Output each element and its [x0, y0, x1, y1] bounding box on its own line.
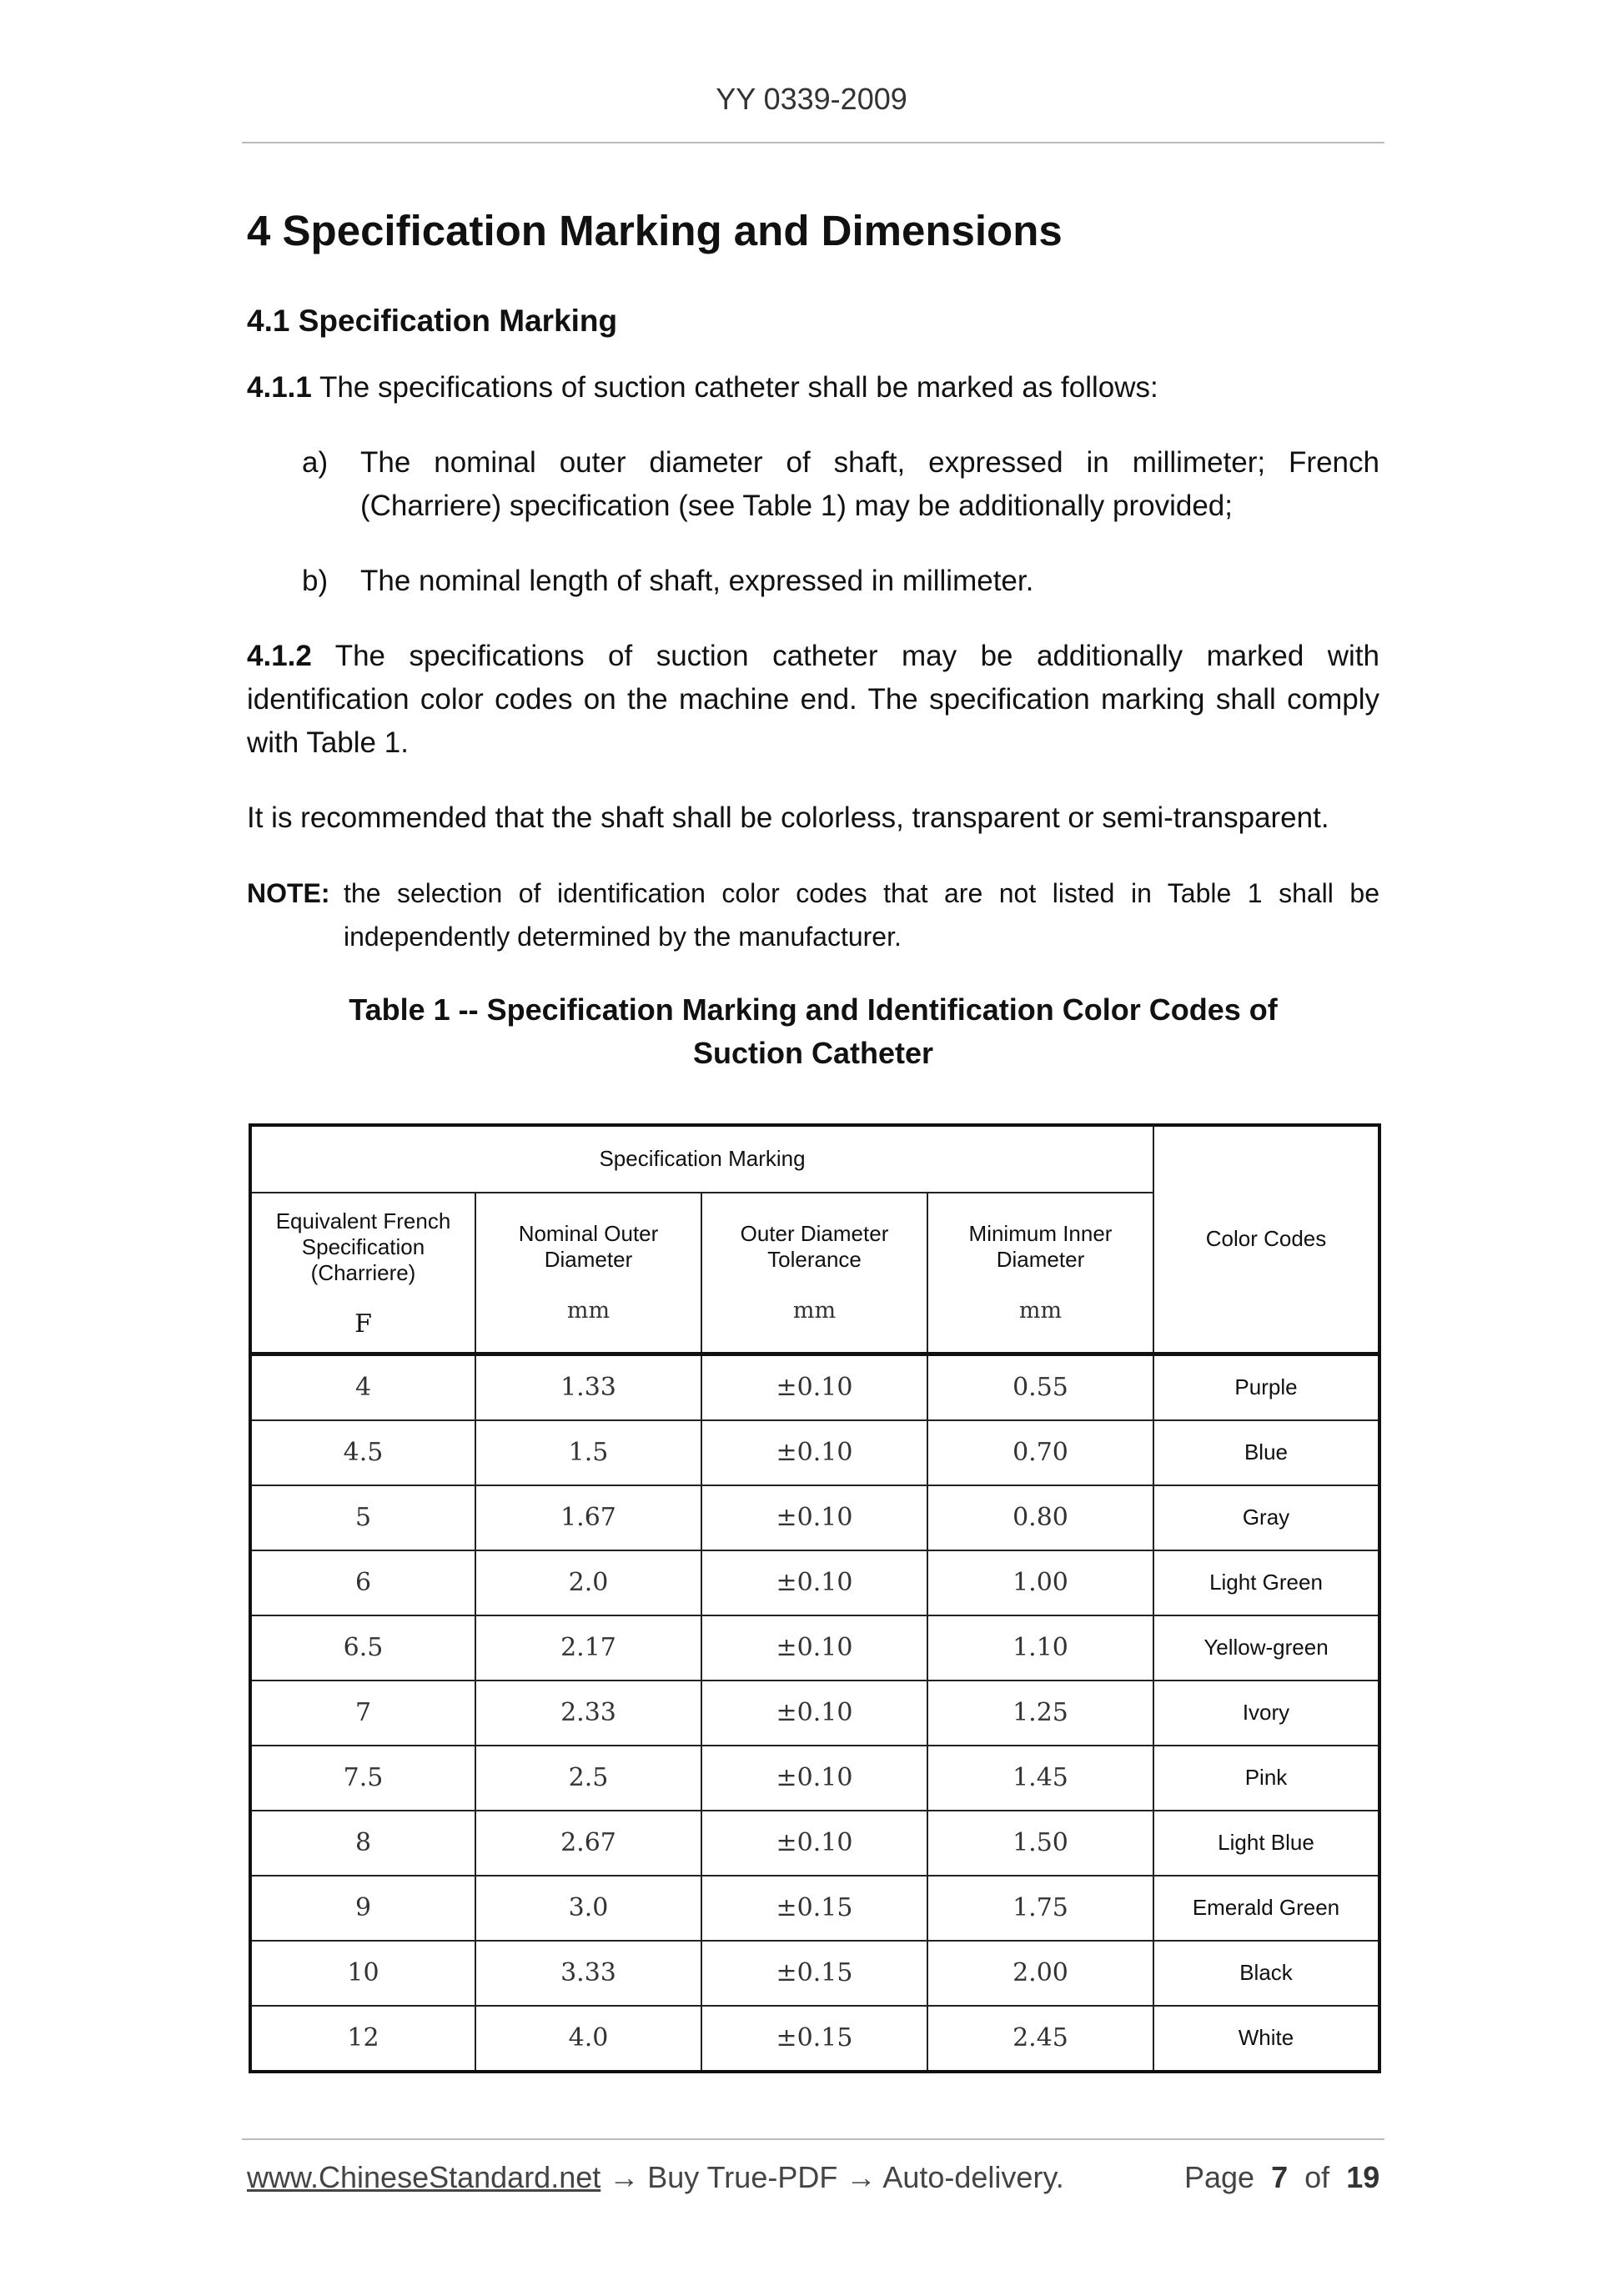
table-cell: ±0.10	[701, 1354, 927, 1420]
table-cell: 1.50	[927, 1811, 1153, 1876]
table-cell: ±0.15	[701, 2006, 927, 2072]
table-row	[250, 1420, 1379, 1485]
color-code-cell: Gray	[1153, 1485, 1379, 1550]
table-cell: 9	[250, 1876, 475, 1941]
footer-promo-text: → Buy True-PDF → Auto-delivery.	[609, 2160, 1064, 2194]
list-item	[247, 441, 1379, 528]
clause-number: 4.1.2	[247, 639, 312, 672]
table-row	[250, 1681, 1379, 1746]
table-cell: 1.5	[475, 1420, 701, 1485]
table-cell: 2.67	[475, 1811, 701, 1876]
column-header-label: Nominal Outer Diameter	[518, 1221, 659, 1273]
table-cell: 6.5	[250, 1615, 475, 1681]
note-label: NOTE:	[247, 877, 330, 908]
current-page: 7	[1271, 2160, 1289, 2194]
spec-marking-header: Specification Marking	[250, 1125, 1153, 1193]
column-header-label: Outer Diameter Tolerance	[740, 1221, 889, 1273]
page-label: Page	[1184, 2160, 1255, 2194]
footer-promo	[247, 2160, 1064, 2195]
clause-4-1-1	[247, 366, 1379, 409]
list-marker: b)	[302, 564, 329, 597]
website-link[interactable]: www.ChineseStandard.net	[247, 2160, 601, 2194]
table-cell: 1.10	[927, 1615, 1153, 1681]
document-id-header: YY 0339-2009	[716, 82, 907, 116]
footer-divider	[242, 2138, 1384, 2140]
color-code-cell: Pink	[1153, 1746, 1379, 1811]
table-cell: 1.45	[927, 1746, 1153, 1811]
column-header	[475, 1193, 701, 1354]
page-number	[1184, 2160, 1379, 2195]
column-header	[927, 1193, 1153, 1354]
page-content	[247, 207, 1379, 2073]
table-cell: 0.70	[927, 1420, 1153, 1485]
table-cell: 2.5	[475, 1746, 701, 1811]
table-cell: 0.55	[927, 1354, 1153, 1420]
table-cell: ±0.10	[701, 1811, 927, 1876]
color-codes-header: Color Codes	[1153, 1125, 1379, 1354]
page-of-label: of	[1304, 2160, 1330, 2194]
list-item-text: The nominal length of shaft, expressed in millimeter.	[360, 564, 1034, 597]
column-header-label: Minimum Inner Diameter	[968, 1221, 1113, 1273]
table-title: Table 1 -- Specification Marking and Identification Color Codes of Suction Catheter	[349, 992, 1278, 1070]
spec-table	[249, 1123, 1381, 2073]
list-marker: a)	[302, 445, 329, 479]
table-row	[250, 1354, 1379, 1420]
table-cell: 3.33	[475, 1941, 701, 2006]
table-cell: 1.25	[927, 1681, 1153, 1746]
clause-number: 4.1.1	[247, 370, 312, 404]
table-cell: ±0.10	[701, 1550, 927, 1615]
column-unit: mm	[792, 1298, 837, 1324]
table-cell: 1.00	[927, 1550, 1153, 1615]
list-item-text: The nominal outer diameter of shaft, expressed in millimeter; French (Charriere) specification (see Table 1) may be additionally provided;	[360, 445, 1379, 522]
table-cell: ±0.10	[701, 1420, 927, 1485]
table-cell: 4	[250, 1354, 475, 1420]
header-divider	[242, 142, 1384, 143]
table-cell: 4.0	[475, 2006, 701, 2072]
table-cell: ±0.10	[701, 1615, 927, 1681]
color-code-cell: Black	[1153, 1941, 1379, 2006]
column-unit: mm	[1018, 1298, 1063, 1324]
column-unit: mm	[566, 1298, 611, 1324]
table-row	[250, 1550, 1379, 1615]
table-cell: 3.0	[475, 1876, 701, 1941]
color-code-cell: Light Green	[1153, 1550, 1379, 1615]
subsection-title: 4.1 Specification Marking	[247, 303, 618, 338]
table-cell: 8	[250, 1811, 475, 1876]
column-unit: F	[354, 1309, 372, 1339]
note-text: the selection of identification color codes that are not listed in Table 1 shall be independently determined by the manufacturer.	[344, 877, 1379, 952]
color-code-cell: Light Blue	[1153, 1811, 1379, 1876]
table-cell: 2.00	[927, 1941, 1153, 2006]
clause-text: The specifications of suction catheter may be additionally marked with identification color codes on the machine end. The specification marking shall comply with Table 1.	[247, 639, 1379, 759]
color-code-cell: Yellow-green	[1153, 1615, 1379, 1681]
table-cell: 2.45	[927, 2006, 1153, 2072]
clause-4-1-2	[247, 635, 1379, 765]
table-cell: 7.5	[250, 1746, 475, 1811]
table-cell: 5	[250, 1485, 475, 1550]
table-cell: 2.17	[475, 1615, 701, 1681]
table-cell: ±0.10	[701, 1485, 927, 1550]
table-cell: ±0.10	[701, 1746, 927, 1811]
recommendation-paragraph: It is recommended that the shaft shall be colorless, transparent or semi-transparent.	[247, 801, 1329, 834]
table-row	[250, 1746, 1379, 1811]
table-cell: ±0.10	[701, 1681, 927, 1746]
column-header	[701, 1193, 927, 1354]
color-code-cell: Blue	[1153, 1420, 1379, 1485]
table-cell: 2.33	[475, 1681, 701, 1746]
color-code-cell: White	[1153, 2006, 1379, 2072]
note-block	[247, 872, 1379, 958]
table-cell: 6	[250, 1550, 475, 1615]
column-header-label: Equivalent French Specification (Charriere)	[275, 1208, 451, 1285]
color-code-cell: Ivory	[1153, 1681, 1379, 1746]
table-cell: 1.33	[475, 1354, 701, 1420]
table-row	[250, 2006, 1379, 2072]
table-cell: 2.0	[475, 1550, 701, 1615]
table-row	[250, 1876, 1379, 1941]
total-pages: 19	[1346, 2160, 1380, 2194]
color-code-cell: Purple	[1153, 1354, 1379, 1420]
table-cell: 12	[250, 2006, 475, 2072]
table-cell: ±0.15	[701, 1876, 927, 1941]
table-row	[250, 1811, 1379, 1876]
table-cell: 4.5	[250, 1420, 475, 1485]
table-cell: 0.80	[927, 1485, 1153, 1550]
column-header	[250, 1193, 475, 1354]
table-cell: ±0.15	[701, 1941, 927, 2006]
table-cell: 1.75	[927, 1876, 1153, 1941]
list-item	[247, 560, 1379, 603]
table-row	[250, 1941, 1379, 2006]
table-header-row	[250, 1125, 1379, 1193]
color-code-cell: Emerald Green	[1153, 1876, 1379, 1941]
section-title: 4 Specification Marking and Dimensions	[247, 207, 1063, 254]
table-cell: 7	[250, 1681, 475, 1746]
table-row	[250, 1485, 1379, 1550]
table-cell: 1.67	[475, 1485, 701, 1550]
table-row	[250, 1615, 1379, 1681]
table-cell: 10	[250, 1941, 475, 2006]
clause-text: The specifications of suction catheter shall be marked as follows:	[319, 370, 1158, 404]
